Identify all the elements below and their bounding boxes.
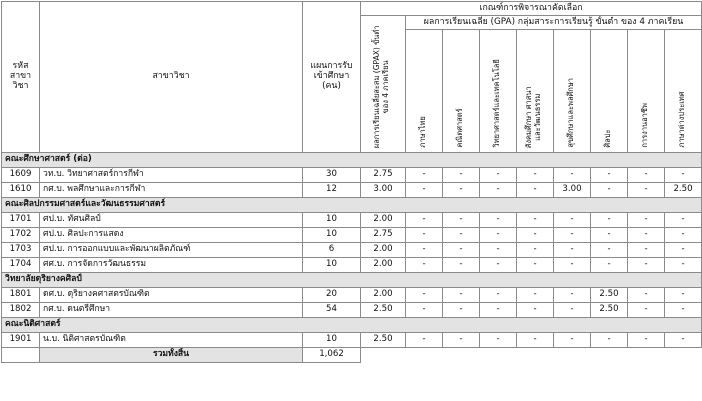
header-subject: การงานอาชีพ [628, 30, 665, 153]
subject-gpa-min: - [554, 258, 591, 273]
subject-gpa-min: - [591, 333, 628, 348]
plan-count: 10 [303, 258, 361, 273]
subject-gpa-min: - [591, 213, 628, 228]
program-name: กศ.บ. ดนตรีศึกษา [40, 303, 303, 318]
subject-gpa-min: - [665, 288, 702, 303]
gpax-min: 2.00 [361, 243, 406, 258]
subject-gpa-min: - [480, 168, 517, 183]
subject-gpa-min: - [665, 243, 702, 258]
subject-gpa-min: - [443, 303, 480, 318]
total-label: รวมทั้งสิ้น [40, 348, 303, 363]
subject-gpa-min: - [443, 243, 480, 258]
subject-gpa-min: - [517, 288, 554, 303]
subject-gpa-min: - [628, 333, 665, 348]
gpax-min: 2.75 [361, 228, 406, 243]
subject-gpa-min: - [517, 213, 554, 228]
header-subject: ศิลปะ [591, 30, 628, 153]
plan-count: 12 [303, 183, 361, 198]
section-title: วิทยาลัยดุริยางคศิลป์ [2, 273, 702, 288]
header-code: รหัส สาขาวิชา [2, 2, 40, 153]
subject-gpa-min: - [443, 183, 480, 198]
header-subject: ภาษาไทย [406, 30, 443, 153]
subject-gpa-min: - [628, 243, 665, 258]
table-row [2, 228, 702, 243]
header-subject: คณิตศาสตร์ [443, 30, 480, 153]
header-subject: วิทยาศาสตร์และเทคโนโลยี [480, 30, 517, 153]
gpax-min: 2.00 [361, 288, 406, 303]
subject-gpa-min: - [591, 243, 628, 258]
subject-gpa-min: - [406, 213, 443, 228]
program-name: น.บ. นิติศาสตรบัณฑิต [40, 333, 303, 348]
subject-gpa-min: - [554, 288, 591, 303]
program-code: 1901 [2, 333, 40, 348]
program-name: ศป.บ. การออกแบบและพัฒนาผลิตภัณฑ์ [40, 243, 303, 258]
header-gpa-group: ผลการเรียนเฉลี่ย (GPA) กลุ่มสาระการเรียนรู้ ขั้นต่ำ ของ 4 ภาคเรียน [406, 16, 702, 30]
program-code: 1801 [2, 288, 40, 303]
subject-gpa-min: 2.50 [591, 303, 628, 318]
plan-count: 30 [303, 168, 361, 183]
subject-gpa-min: - [406, 303, 443, 318]
admission-criteria-table [1, 1, 702, 363]
subject-gpa-min: - [628, 168, 665, 183]
subject-gpa-min: - [591, 168, 628, 183]
subject-gpa-min: 3.00 [554, 183, 591, 198]
subject-gpa-min: - [406, 183, 443, 198]
gpax-min: 2.00 [361, 258, 406, 273]
table-row [2, 243, 702, 258]
total-row [2, 348, 702, 363]
subject-gpa-min: - [554, 333, 591, 348]
plan-count: 20 [303, 288, 361, 303]
subject-gpa-min: - [517, 183, 554, 198]
subject-gpa-min: - [443, 168, 480, 183]
subject-gpa-min: - [554, 213, 591, 228]
subject-gpa-min: - [480, 258, 517, 273]
subject-gpa-min: - [517, 168, 554, 183]
gpax-min: 2.50 [361, 303, 406, 318]
header-gpax: ผลการเรียนเฉลี่ยสะสม (GPAX) ขั้นต่ำ ของ 4 ภาคเรียน [361, 16, 406, 153]
subject-gpa-min: - [406, 333, 443, 348]
plan-count: 54 [303, 303, 361, 318]
section-title: คณะศึกษาศาสตร์ (ต่อ) [2, 153, 702, 168]
program-code: 1610 [2, 183, 40, 198]
subject-gpa-min: - [628, 303, 665, 318]
subject-gpa-min: - [480, 183, 517, 198]
subject-gpa-min: - [406, 168, 443, 183]
plan-count: 10 [303, 213, 361, 228]
subject-gpa-min: - [628, 183, 665, 198]
program-name: ศศ.บ. การจัดการวัฒนธรรม [40, 258, 303, 273]
section-header-row [2, 198, 702, 213]
subject-gpa-min: - [591, 183, 628, 198]
subject-gpa-min: - [628, 228, 665, 243]
subject-gpa-min: - [443, 288, 480, 303]
header-subject: สังคมศึกษา ศาสนา และวัฒนธรรม [517, 30, 554, 153]
section-header-row [2, 318, 702, 333]
header-subject: สุขศึกษาและพลศึกษา [554, 30, 591, 153]
program-code: 1702 [2, 228, 40, 243]
plan-count: 10 [303, 333, 361, 348]
table-row [2, 183, 702, 198]
subject-gpa-min: - [665, 213, 702, 228]
section-title: คณะศิลปกรรมศาสตร์และวัฒนธรรมศาสตร์ [2, 198, 702, 213]
header-plan: แผนการรับ เข้าศึกษา (คน) [303, 2, 361, 153]
table-row [2, 168, 702, 183]
program-name: ดศ.บ. ดุริยางคศาสตรบัณฑิต [40, 288, 303, 303]
subject-gpa-min: - [628, 213, 665, 228]
section-header-row [2, 153, 702, 168]
table-row [2, 258, 702, 273]
subject-gpa-min: - [406, 258, 443, 273]
total-empty-cell [2, 348, 40, 363]
subject-gpa-min: - [517, 243, 554, 258]
subject-gpa-min: - [665, 303, 702, 318]
subject-gpa-min: - [665, 333, 702, 348]
subject-gpa-min: - [443, 213, 480, 228]
subject-gpa-min: - [406, 288, 443, 303]
subject-gpa-min: 2.50 [591, 288, 628, 303]
subject-gpa-min: - [406, 243, 443, 258]
gpax-min: 2.75 [361, 168, 406, 183]
subject-gpa-min: - [628, 258, 665, 273]
header-subject: ภาษาต่างประเทศ [665, 30, 702, 153]
subject-gpa-min: - [591, 258, 628, 273]
gpax-min: 2.00 [361, 213, 406, 228]
program-code: 1701 [2, 213, 40, 228]
program-code: 1703 [2, 243, 40, 258]
header-criteria-title: เกณฑ์การพิจารณาคัดเลือก [361, 2, 702, 16]
subject-gpa-min: - [517, 333, 554, 348]
subject-gpa-min: - [517, 228, 554, 243]
program-name: ศป.บ. ศิลปะการแสดง [40, 228, 303, 243]
plan-count: 10 [303, 228, 361, 243]
subject-gpa-min: - [443, 333, 480, 348]
subject-gpa-min: - [406, 228, 443, 243]
subject-gpa-min: - [665, 168, 702, 183]
subject-gpa-min: - [665, 258, 702, 273]
table-row [2, 213, 702, 228]
header-program: สาขาวิชา [40, 2, 303, 153]
subject-gpa-min: - [554, 168, 591, 183]
subject-gpa-min: - [480, 288, 517, 303]
subject-gpa-min: 2.50 [665, 183, 702, 198]
section-title: คณะนิติศาสตร์ [2, 318, 702, 333]
subject-gpa-min: - [591, 228, 628, 243]
table-row [2, 333, 702, 348]
subject-gpa-min: - [554, 243, 591, 258]
gpax-min: 2.50 [361, 333, 406, 348]
subject-gpa-min: - [480, 213, 517, 228]
subject-gpa-min: - [480, 243, 517, 258]
subject-gpa-min: - [443, 258, 480, 273]
subject-gpa-min: - [480, 333, 517, 348]
table-row [2, 288, 702, 303]
section-header-row [2, 273, 702, 288]
subject-gpa-min: - [443, 228, 480, 243]
program-code: 1609 [2, 168, 40, 183]
program-name: ศป.บ. ทัศนศิลป์ [40, 213, 303, 228]
plan-count: 6 [303, 243, 361, 258]
subject-gpa-min: - [628, 288, 665, 303]
subject-gpa-min: - [480, 303, 517, 318]
subject-gpa-min: - [554, 303, 591, 318]
subject-gpa-min: - [480, 228, 517, 243]
program-code: 1802 [2, 303, 40, 318]
subject-gpa-min: - [665, 228, 702, 243]
program-name: วท.บ. วิทยาศาสตร์การกีฬา [40, 168, 303, 183]
subject-gpa-min: - [517, 258, 554, 273]
subject-gpa-min: - [554, 228, 591, 243]
total-value: 1,062 [303, 348, 361, 363]
program-name: กศ.บ. พลศึกษาและการกีฬา [40, 183, 303, 198]
table-row [2, 303, 702, 318]
gpax-min: 3.00 [361, 183, 406, 198]
program-code: 1704 [2, 258, 40, 273]
subject-gpa-min: - [517, 303, 554, 318]
